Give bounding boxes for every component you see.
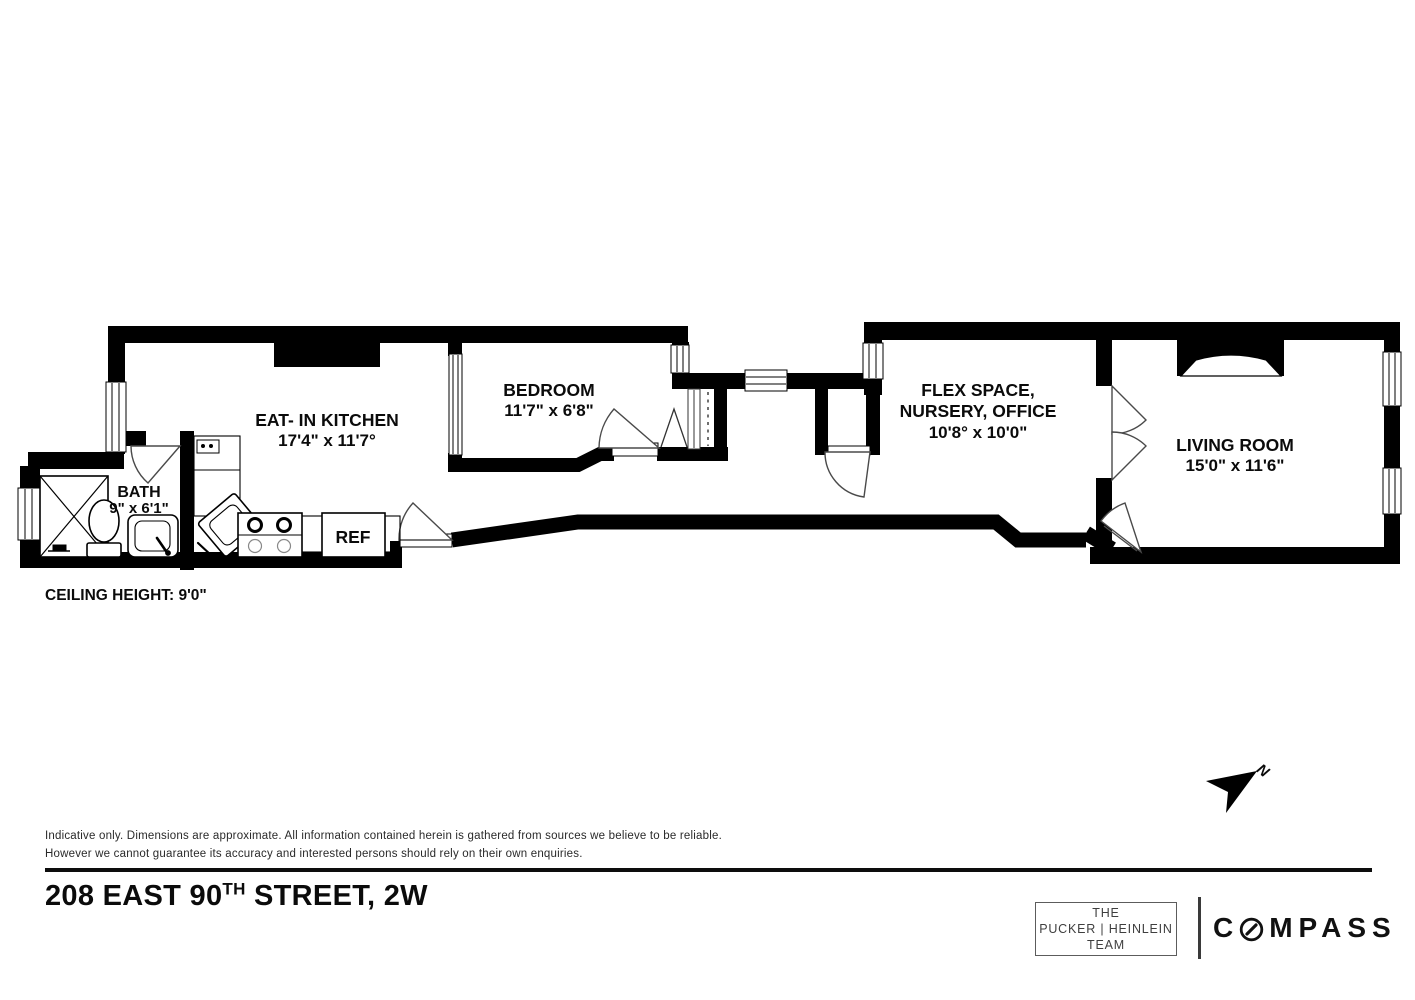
team-logo-box — [1035, 902, 1177, 956]
footer-divider — [45, 868, 1372, 872]
north-arrow-icon — [1206, 761, 1273, 813]
disclaimer-line-1: Indicative only. Dimensions are approximate. All information contained herein is gathered from sources we believe to be reliable. — [45, 830, 722, 842]
window-living-right-upper — [1383, 352, 1401, 406]
team-line-3: TEAM — [1087, 938, 1125, 952]
room-label-living: LIVING ROOM — [1176, 435, 1294, 455]
door-swing-kitchen-entry — [399, 503, 452, 540]
room-dims-flex: 10'8° x 10'0" — [928, 423, 1028, 442]
north-label: N — [1253, 760, 1273, 781]
window-bedroom-right — [671, 345, 689, 373]
team-line-1: THE — [1092, 906, 1120, 920]
room-label-kitchen: EAT- IN KITCHEN — [255, 410, 399, 430]
window-bath-left — [18, 488, 40, 540]
disclaimer-line-2: However we cannot guarantee its accuracy and interested persons should rely on their own enquiries. — [45, 848, 583, 860]
door-swing-french-lower — [1112, 432, 1146, 480]
room-label-bedroom: BEDROOM — [503, 380, 595, 400]
closet-front-bedroom — [688, 389, 700, 449]
compass-letters-rest: MPASS — [1269, 912, 1397, 943]
window-kitchen-bedroom-partition — [449, 354, 462, 455]
window-flex-left — [863, 343, 883, 379]
window-living-right-lower — [1383, 468, 1401, 514]
address-ordinal: TH — [222, 879, 246, 899]
door-swing-french-upper — [1112, 386, 1146, 434]
address-title — [45, 880, 428, 913]
address-number-street: 208 EAST 90 — [45, 880, 223, 912]
door-swing-bath — [131, 446, 180, 483]
room-label-flex-line2: NURSERY, OFFICE — [899, 401, 1057, 421]
refrigerator-label: REF — [335, 527, 371, 547]
window-hallway — [745, 370, 787, 391]
room-dims-living: 15'0" x 11'6" — [1185, 456, 1285, 475]
room-label-flex-line1: FLEX SPACE, — [921, 380, 1035, 400]
logo-separator — [1198, 897, 1201, 959]
compass-letter-c: C — [1213, 912, 1240, 943]
door-swing-hall-closet — [825, 452, 870, 497]
ceiling-height-note: CEILING HEIGHT: 9'0" — [45, 587, 207, 604]
room-dims-bedroom: 11'7" x 6'8" — [504, 401, 594, 420]
bifold-door-bedroom-closet — [661, 409, 687, 447]
compass-logo — [1213, 902, 1397, 954]
bath-sink — [128, 515, 178, 557]
window-kitchen-left — [106, 382, 126, 452]
door-swing-bedroom — [599, 409, 659, 448]
team-line-2: PUCKER | HEINLEIN — [1039, 922, 1173, 936]
room-dims-kitchen: 17'4" x 11'7° — [278, 431, 376, 450]
address-rest: STREET, 2W — [245, 880, 428, 912]
stove — [238, 513, 302, 557]
room-label-bath: BATH — [117, 484, 161, 501]
room-dims-bath: 9" x 6'1" — [109, 500, 169, 517]
compass-o-icon — [1239, 917, 1264, 942]
